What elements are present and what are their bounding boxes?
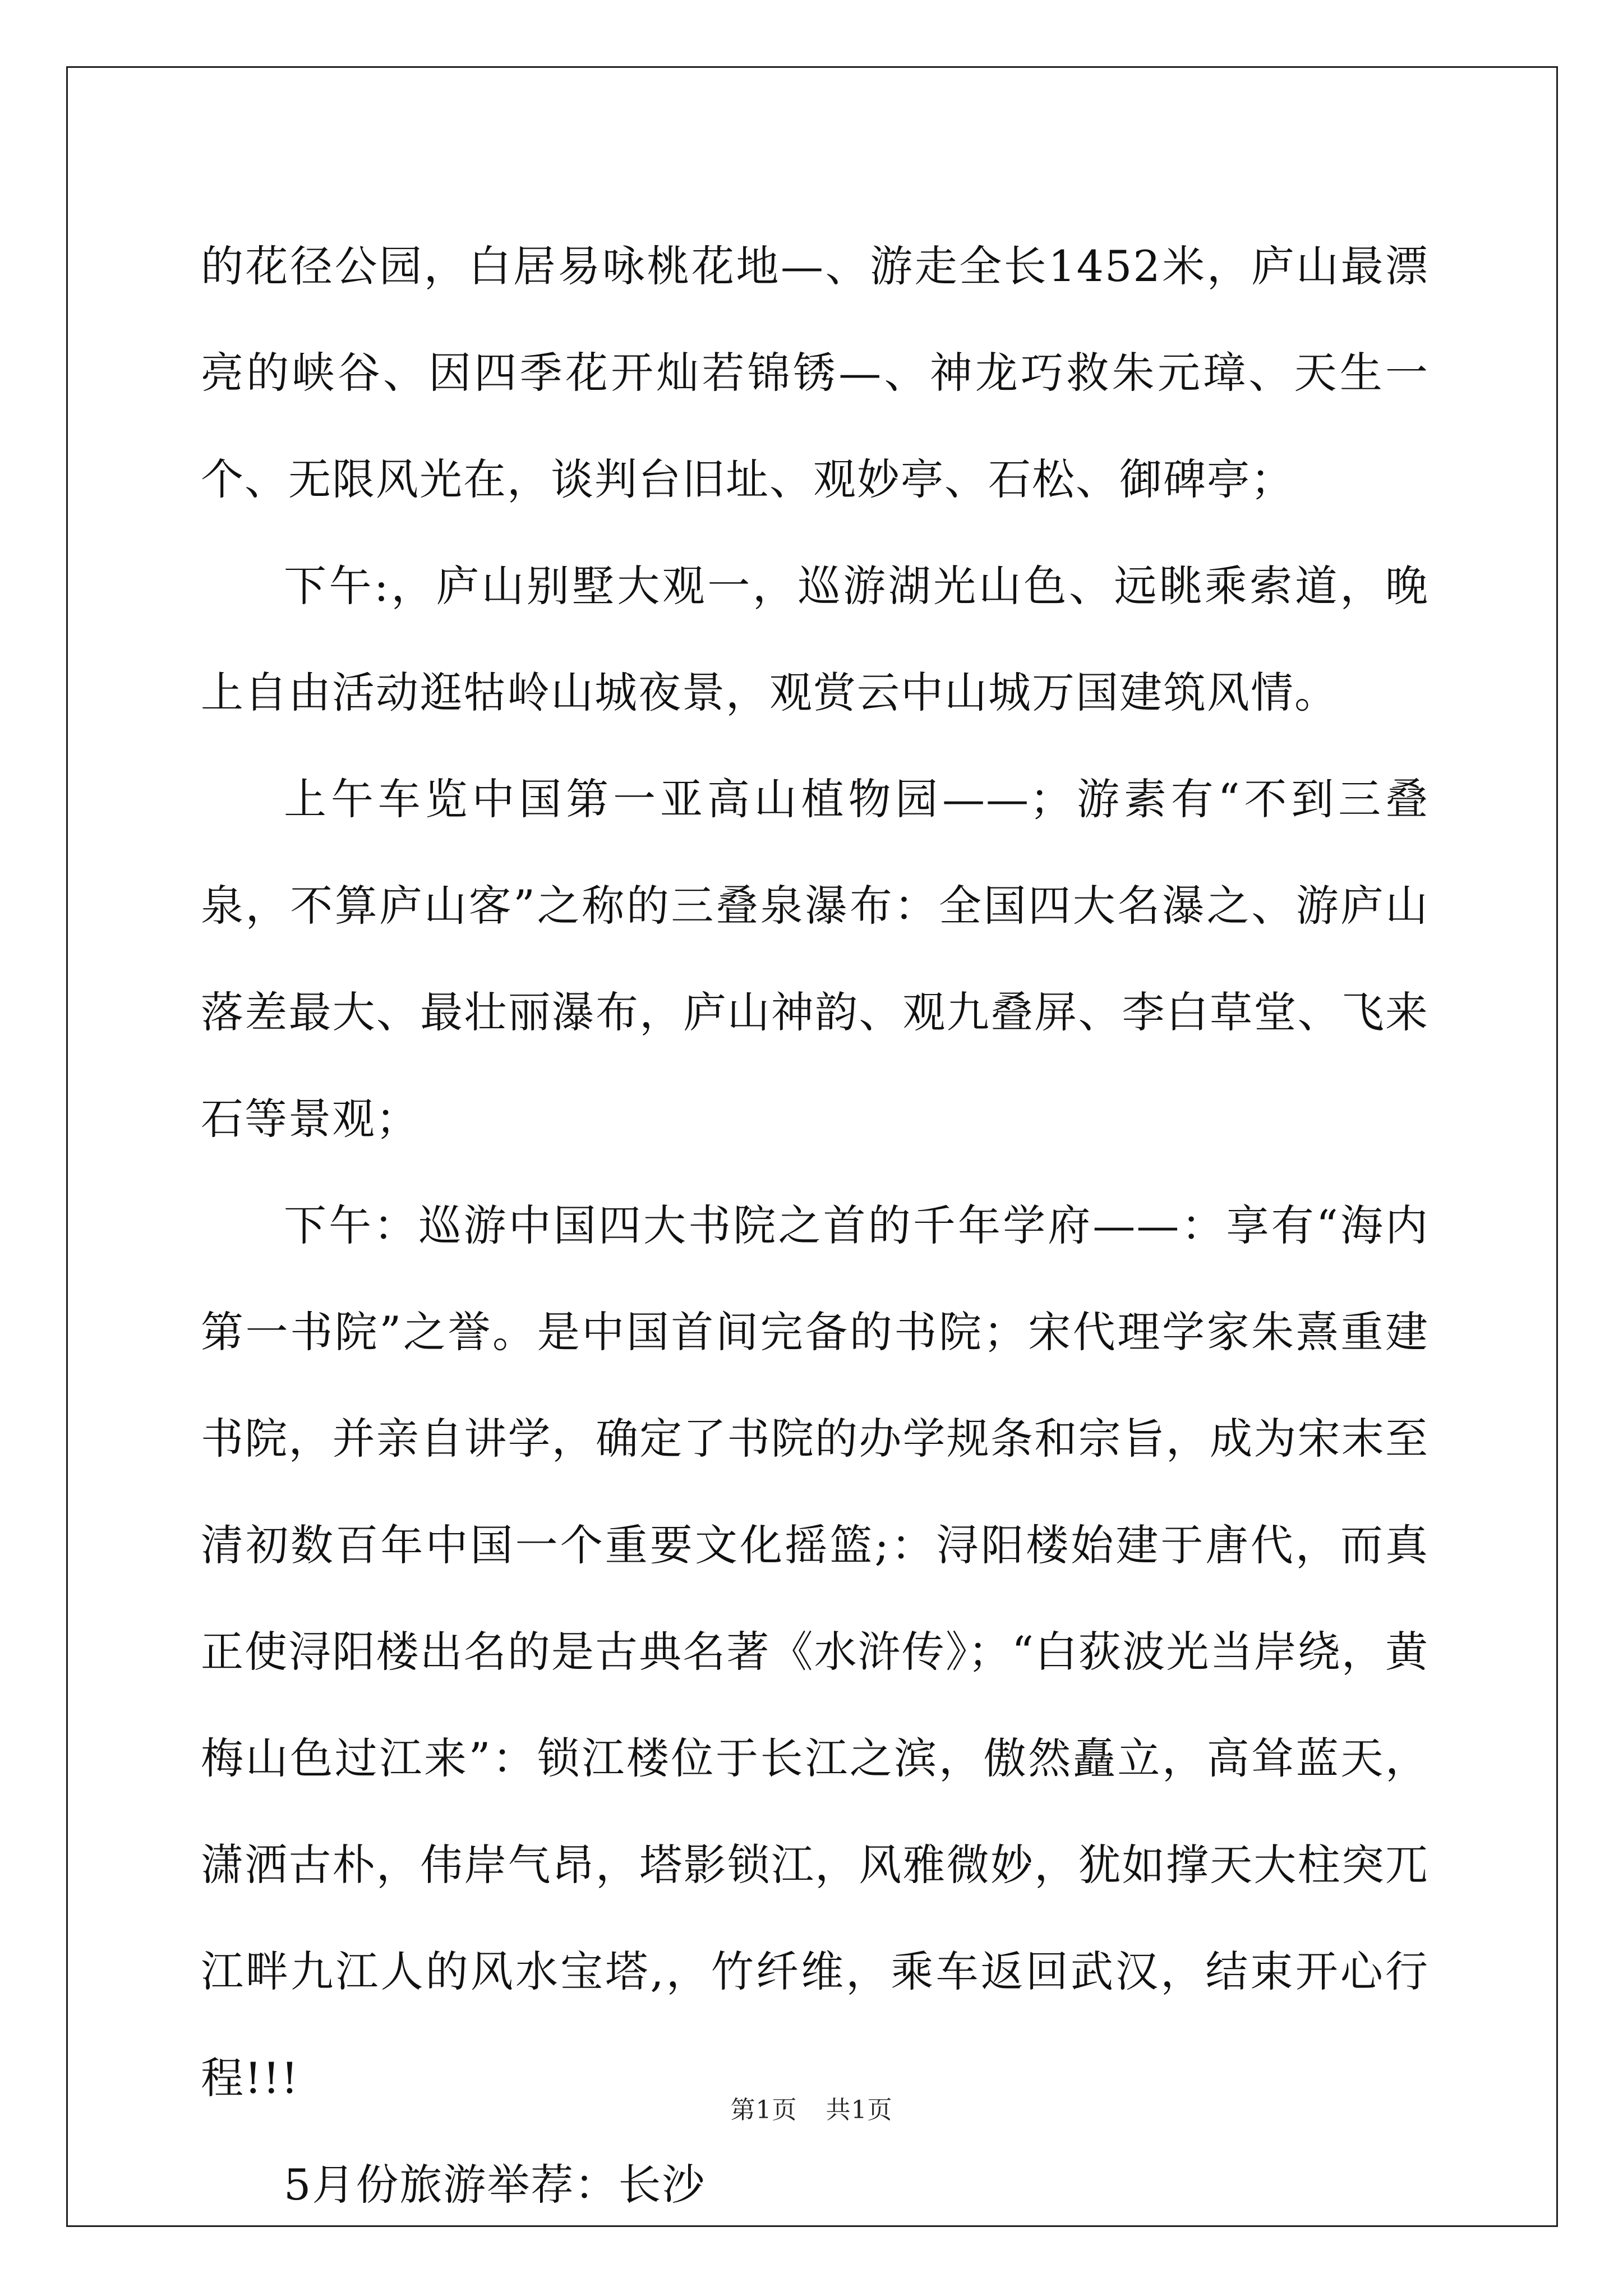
- page-number-current: 第1页: [730, 2096, 797, 2124]
- paragraph-3: 上午车览中国第一亚高山植物园——；游素有“不到三叠泉，不算庐山客”之称的三叠泉瀑布：全国四大名瀑之、游庐山落差最大、最壮丽瀑布，庐山神韵、观九叠屏、李白草堂、飞来石等景观；: [201, 774, 1429, 1144]
- paragraph-4: 下午：巡游中国四大书院之首的千年学府——：享有“海内第一书院”之誉。是中国首间完备的书院；宋代理学家朱熹重建书院，并亲自讲学，确定了书院的办学规条和宗旨，成为宋末至清初数百年中国一个重要文化摇篮;：浔阳楼始建于唐代，而真正使浔阳楼出名的是古典名著《水浒传》；“白荻波光当岸绕，黄梅山色过江来”：锁江楼位于长江之滨，傲然矗立，高耸蓝天，潇洒古朴，伟岸气昂，塔影锁江，风雅微妙，犹如撑天大柱突兀江畔九江人的风水宝塔,，竹纤维，乘车返回武汉，结束开心行程!!!: [201, 1200, 1429, 2103]
- page-number-total: 共1页: [826, 2096, 893, 2124]
- paragraph-5: 5月份旅游举荐：长沙: [284, 2160, 706, 2210]
- paragraph-2: 下午:，庐山别墅大观一，巡游湖光山色、远眺乘索道，晚上自由活动逛牯岭山城夜景，观赏云中山城万国建筑风情。: [201, 561, 1429, 717]
- document-body: [201, 213, 1429, 2238]
- page-footer: [0, 2090, 1623, 2125]
- paragraph-1: 的花径公园，白居易咏桃花地—、游走全长1452米，庐山最漂亮的峡谷、因四季花开灿若锦锈—、神龙巧救朱元璋、天生一个、无限风光在，谈判台旧址、观妙亭、石松、御碑亭；: [201, 241, 1429, 504]
